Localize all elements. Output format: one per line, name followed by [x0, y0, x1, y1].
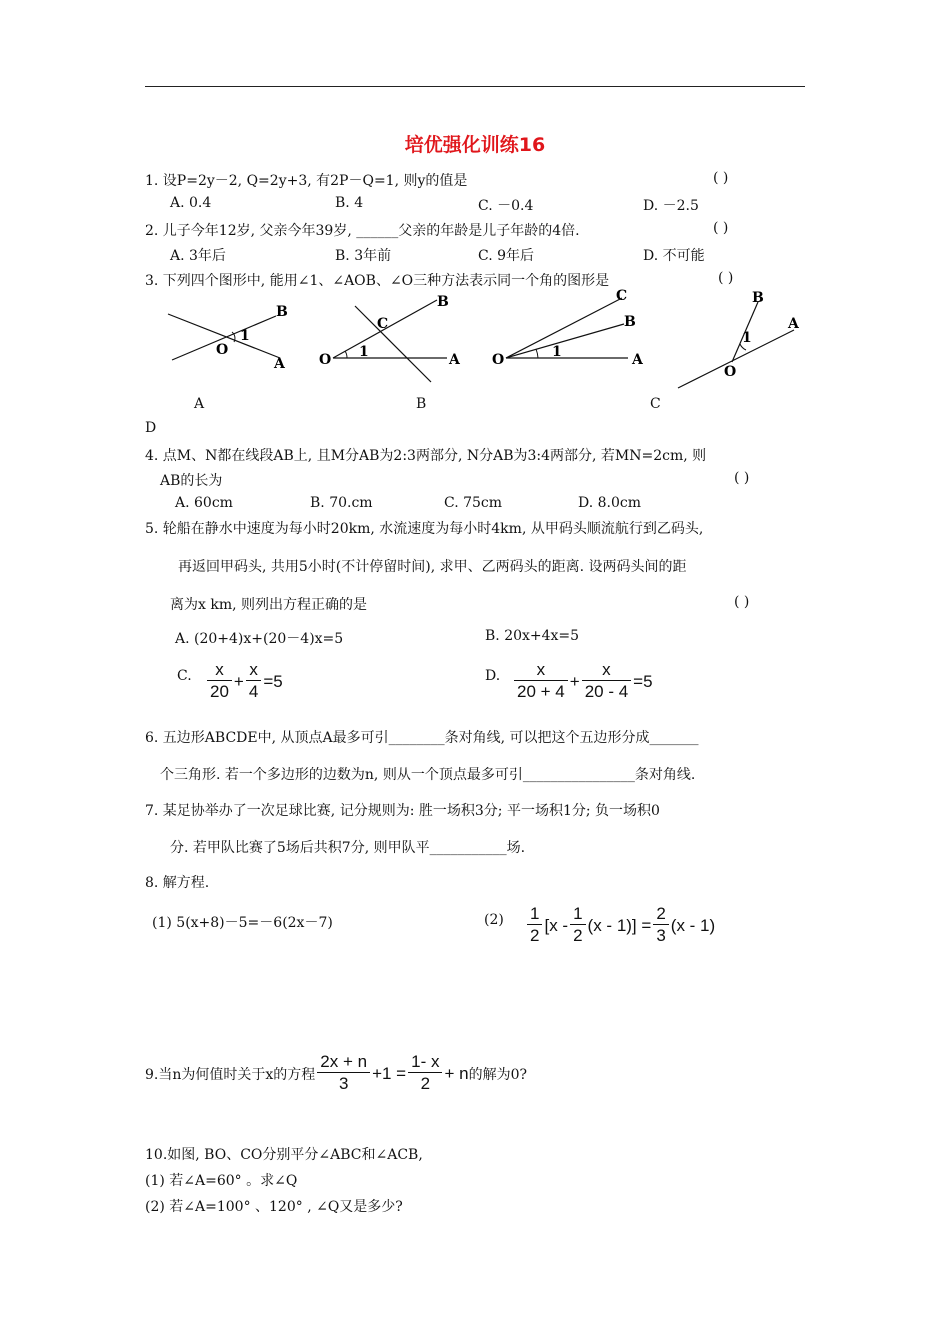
q9-prefix: 9.当n为何值时关于x的方程: [145, 1066, 316, 1083]
q2-answer-paren: ( ): [713, 220, 729, 236]
q2-option-a: A. 3年后: [170, 248, 226, 264]
q10-line3: (2) 若∠A=100° 、120° , ∠Q又是多少?: [145, 1199, 403, 1215]
q1-answer-paren: ( ): [713, 170, 729, 186]
q9-question: [145, 1052, 527, 1095]
q1-option-a: A. 0.4: [170, 195, 212, 211]
figure-b: [315, 288, 465, 384]
q4-stem-cont: AB的长为: [160, 473, 223, 489]
fig-c-label-b: B: [624, 314, 636, 330]
q4-option-d: D. 8.0cm: [578, 495, 642, 511]
figure-d: [670, 286, 810, 396]
fig-caption-d: D: [145, 420, 157, 436]
q6-line2: 个三角形. 若一个多边形的边数为n, 则从一个顶点最多可引________________条对角线.: [160, 767, 696, 783]
q5-line3: 离为x km, 则列出方程正确的是: [170, 597, 368, 613]
q4-stem: 4. 点M、N都在线段AB上, 且M分AB为2:3两部分, N分AB为3:4两部分, 若MN=2cm, 则: [145, 448, 707, 464]
q8-part1: (1) 5(x+8)－5=－6(2x－7): [152, 915, 333, 931]
q5-answer-paren: ( ): [734, 594, 750, 610]
q8-part2-label: (2): [484, 912, 504, 928]
q5-option-a: A. (20+4)x+(20－4)x=5: [175, 631, 344, 647]
fig-c-label-1: 1: [552, 344, 562, 360]
fig-b-label-1: 1: [359, 344, 369, 360]
q8-part2-equation: $\frac{1}{2}$ [x - $\frac{1}{2}$ (x - 1)] = $\frac{2}{3}$ (x - 1): [525, 904, 715, 947]
fig-a-label-o: O: [216, 342, 229, 358]
q1-stem: 1. 设P=2y－2, Q=2y+3, 有2P－Q=1, 则y的值是: [145, 173, 468, 189]
q4-option-c: C. 75cm: [444, 495, 503, 511]
fig-a-label-a: A: [274, 356, 285, 372]
fig-d-label-a: A: [788, 316, 799, 332]
q5-option-c-equation: $\frac{x}{20}$ + $\frac{x}{4}$ =5: [205, 660, 283, 703]
q9-equation: $\frac{2x + n}{3}$ +1 = $\frac{1- x}{2}$ + n: [315, 1052, 468, 1095]
fig-d-label-o: O: [724, 364, 737, 380]
q5-line1: 5. 轮船在静水中速度为每小时20km, 水流速度为每小时4km, 从甲码头顺流航行到乙码头,: [145, 521, 704, 537]
q10-line1: 10.如图, BO、CO分别平分∠ABC和∠ACB,: [145, 1147, 423, 1163]
q2-option-d: D. 不可能: [643, 248, 705, 264]
fig-d-label-b: B: [752, 290, 764, 306]
q5-line2: 再返回甲码头, 共用5小时(不计停留时间), 求甲、乙两码头的距离. 设两码头间的距: [178, 559, 687, 575]
q8-stem: 8. 解方程.: [145, 875, 210, 891]
q1-option-b: B. 4: [335, 195, 364, 211]
fig-c-label-c: C: [616, 288, 628, 304]
q7-line2: 分. 若甲队比赛了5场后共积7分, 则甲队平___________场.: [170, 840, 526, 856]
q5-option-d-label: D.: [485, 668, 501, 684]
q2-stem: 2. 儿子今年12岁, 父亲今年39岁, ______父亲的年龄是儿子年龄的4倍.: [145, 223, 580, 239]
fig-caption-a: A: [194, 396, 205, 412]
fig-d-label-1: 1: [742, 330, 752, 346]
fig-b-label-a: A: [449, 352, 460, 368]
q5-option-b: B. 20x+4x=5: [485, 628, 580, 644]
q3-stem: 3. 下列四个图形中, 能用∠1、∠AOB、∠O三种方法表示同一个角的图形是: [145, 273, 610, 289]
fig-caption-c: C: [650, 396, 661, 412]
page-title: 培优强化训练16: [404, 134, 546, 156]
q2-option-c: C. 9年后: [478, 248, 535, 264]
q4-option-b: B. 70.cm: [310, 495, 373, 511]
fig-a-label-b: B: [276, 304, 288, 320]
header-rule: [145, 86, 805, 87]
fig-b-label-c: C: [377, 316, 389, 332]
q6-line1: 6. 五边形ABCDE中, 从顶点A最多可引________条对角线, 可以把这个五边形分成_______: [145, 730, 699, 746]
fig-b-label-b: B: [437, 294, 449, 310]
fig-b-label-o: O: [319, 352, 332, 368]
q10-line2: (1) 若∠A=60° 。求∠Q: [145, 1173, 298, 1189]
fig-caption-b: B: [416, 396, 427, 412]
fig-c-label-o: O: [492, 352, 505, 368]
q1-option-c: C. －0.4: [478, 198, 534, 214]
q1-option-d: D. －2.5: [643, 198, 699, 214]
fig-a-label-1: 1: [240, 328, 250, 344]
fig-c-label-a: A: [632, 352, 643, 368]
q5-option-d-equation: $\frac{x}{20 + 4}$ + $\frac{x}{20 - 4}$ =5: [512, 660, 653, 703]
q5-option-c-label: C.: [177, 668, 192, 684]
figure-a: [160, 292, 300, 382]
q2-option-b: B. 3年前: [335, 248, 392, 264]
q3-answer-paren: ( ): [718, 270, 734, 286]
q7-line1: 7. 某足协举办了一次足球比赛, 记分规则为: 胜一场积3分; 平一场积1分; 负一场积0: [145, 803, 660, 819]
figure-c: [488, 284, 658, 380]
q4-option-a: A. 60cm: [175, 495, 233, 511]
q4-answer-paren: ( ): [734, 470, 750, 486]
q9-suffix: 的解为0?: [468, 1066, 527, 1083]
